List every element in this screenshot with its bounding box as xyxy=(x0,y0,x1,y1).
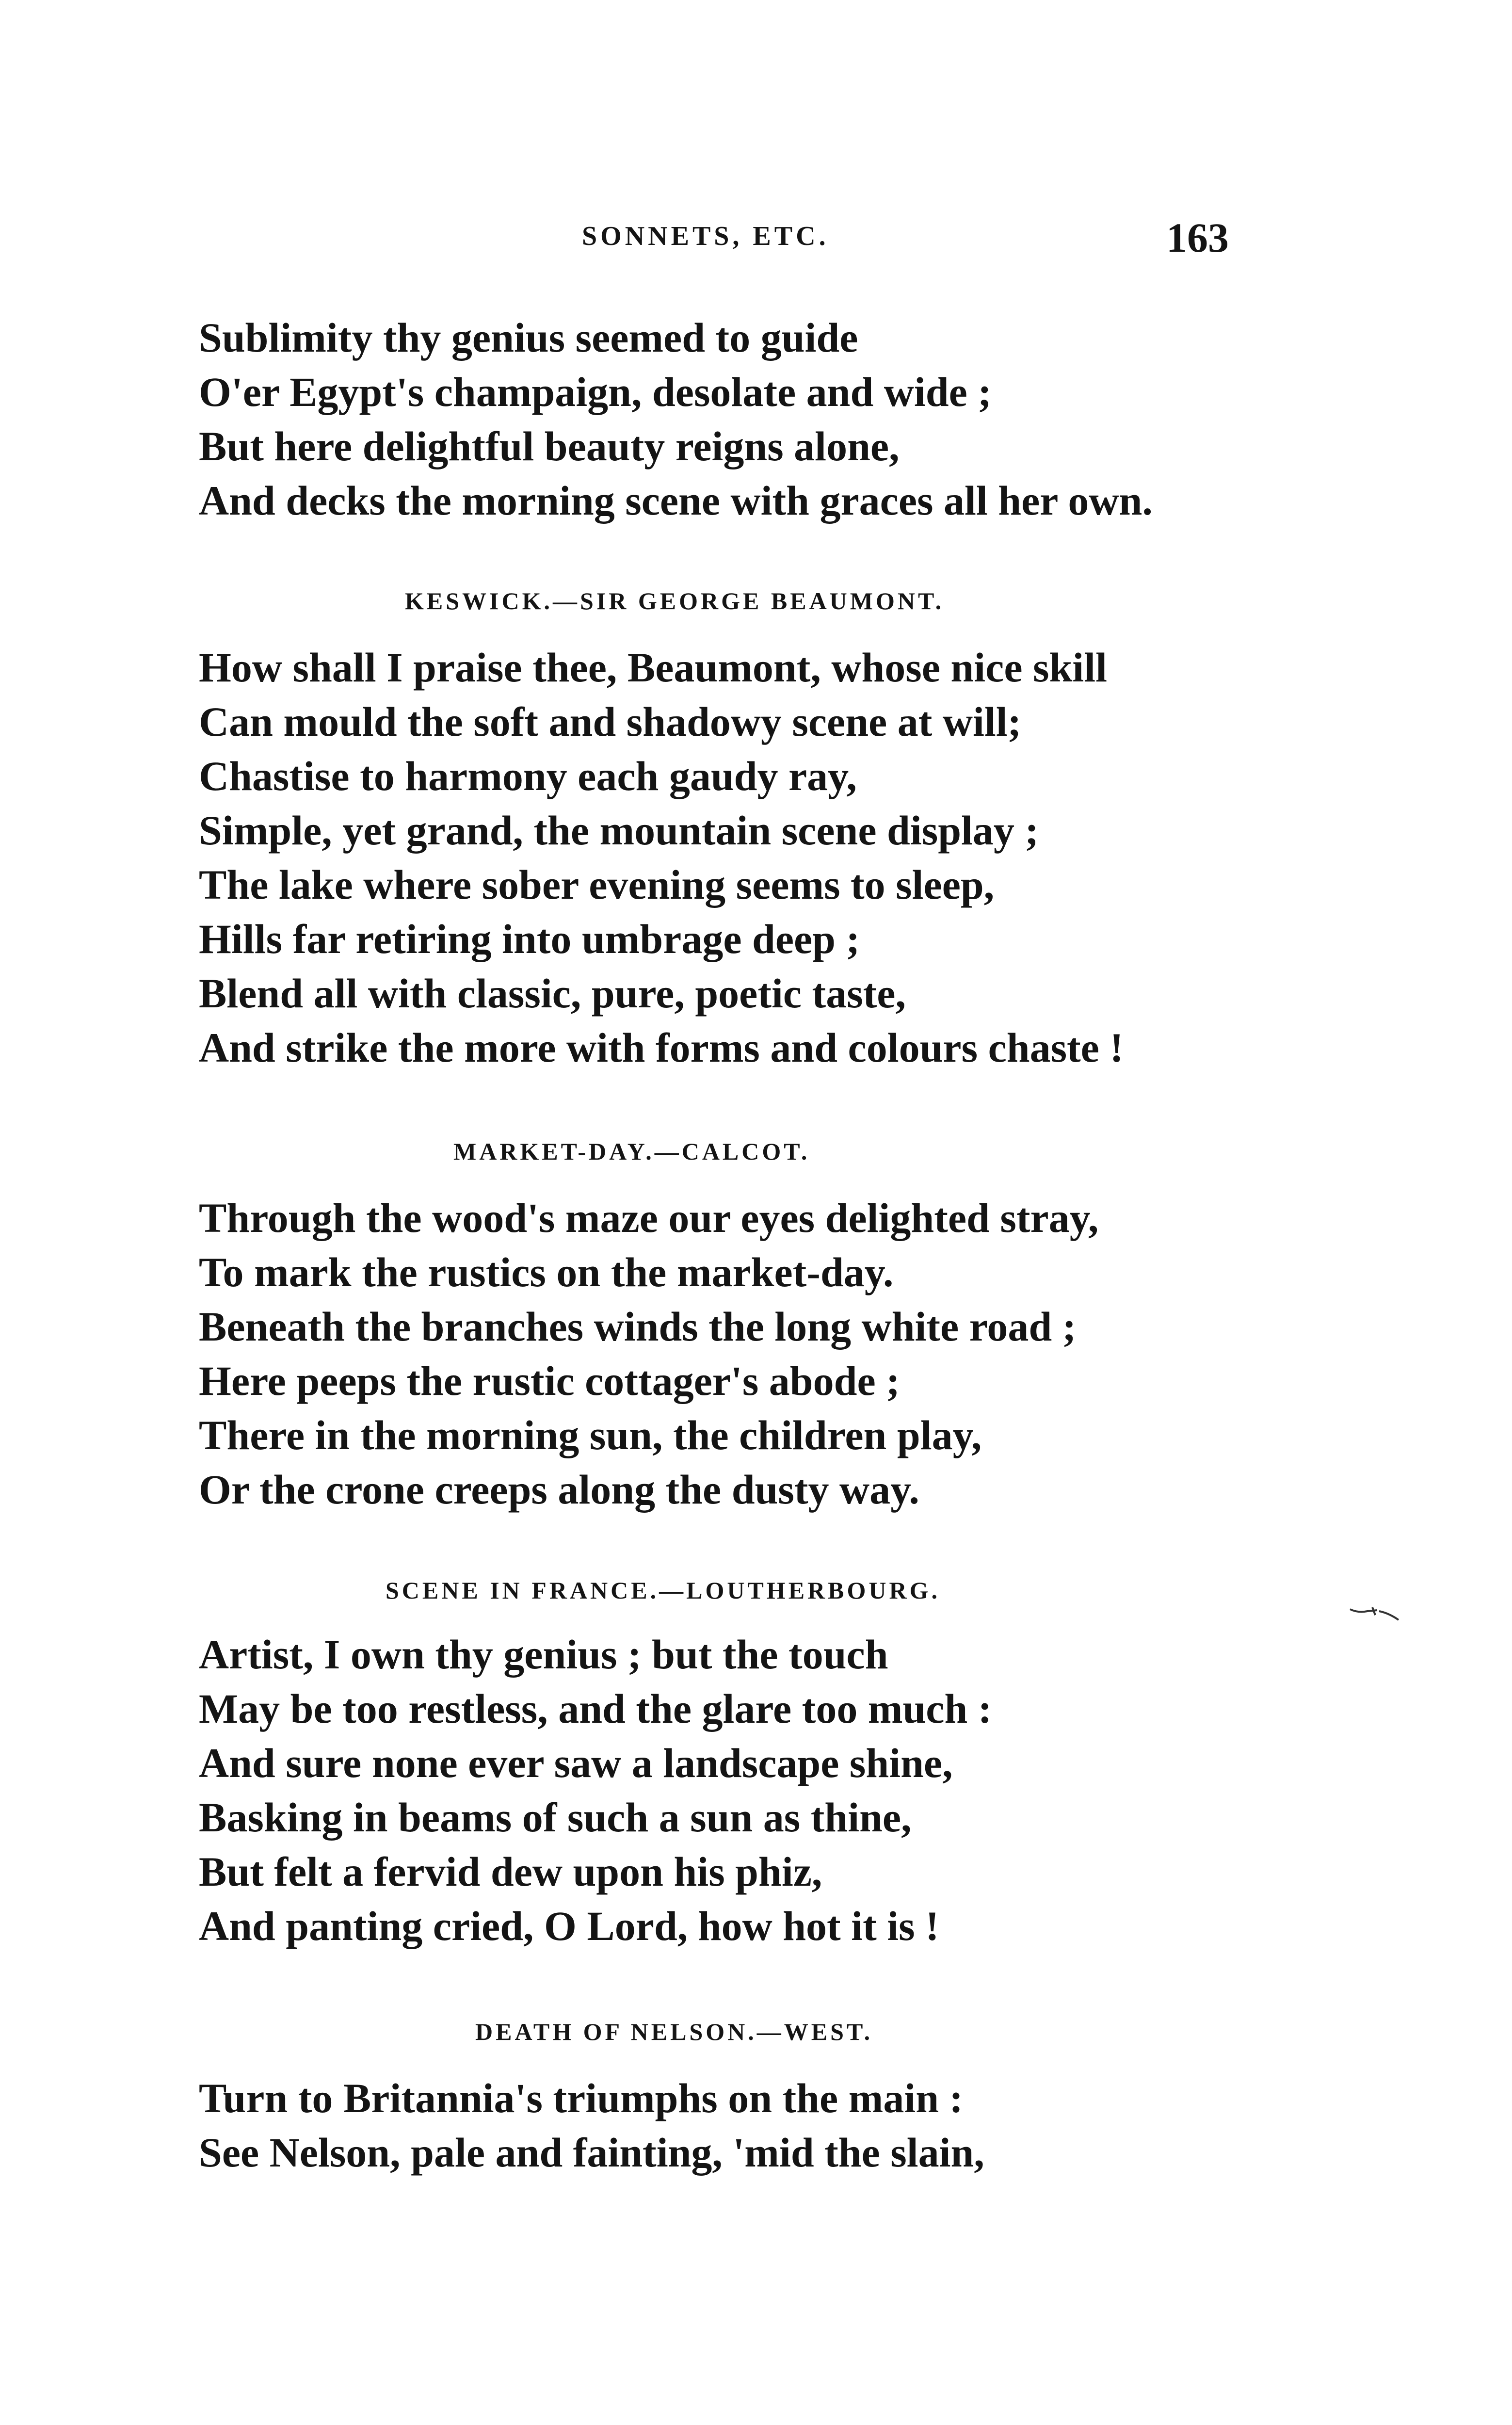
verse-scene-in-france xyxy=(199,1627,992,1953)
verse-line: See Nelson, pale and fainting, 'mid the slain, xyxy=(199,2129,984,2176)
verse-line: Beneath the branches winds the long white road ; xyxy=(199,1303,1077,1350)
verse-line: But here delightful beauty reigns alone, xyxy=(199,423,900,469)
section-heading-death-of-nelson: DEATH OF NELSON.—WEST. xyxy=(475,2018,873,2045)
verse-line: Through the wood's maze our eyes delighted stray, xyxy=(199,1195,1099,1241)
verse-line: Simple, yet grand, the mountain scene display ; xyxy=(199,807,1039,854)
verse-line: And sure none ever saw a landscape shine, xyxy=(199,1740,953,1786)
verse-line: Basking in beams of such a sun as thine, xyxy=(199,1794,912,1841)
margin-pencil-mark xyxy=(1348,1600,1401,1625)
verse-line: Sublimity thy genius seemed to guide xyxy=(199,314,858,361)
verse-line: Artist, I own thy genius ; but the touch xyxy=(199,1631,888,1678)
verse-line: Blend all with classic, pure, poetic taste, xyxy=(199,970,906,1017)
verse-line: Can mould the soft and shadowy scene at will; xyxy=(199,698,1022,745)
verse-market-day xyxy=(199,1191,1098,1517)
verse-line: And panting cried, O Lord, how hot it is ! xyxy=(199,1903,939,1949)
verse-death-of-nelson xyxy=(199,2071,984,2180)
verse-line: Here peeps the rustic cottager's abode ; xyxy=(199,1358,900,1404)
verse-line: Or the crone creeps along the dusty way. xyxy=(199,1466,919,1513)
verse-line: The lake where sober evening seems to sleep, xyxy=(199,861,995,908)
verse-line: O'er Egypt's champaign, desolate and wide ; xyxy=(199,369,992,415)
verse-line: There in the morning sun, the children play, xyxy=(199,1412,982,1458)
section-heading-keswick: KESWICK.—SIR GEORGE BEAUMONT. xyxy=(405,587,945,614)
verse-line: Hills far retiring into umbrage deep ; xyxy=(199,916,860,962)
verse-line: How shall I praise thee, Beaumont, whose nice skill xyxy=(199,644,1107,691)
section-heading-market-day: MARKET-DAY.—CALCOT. xyxy=(453,1138,810,1165)
verse-line: But felt a fervid dew upon his phiz, xyxy=(199,1848,822,1895)
verse-line: And decks the morning scene with graces all her own. xyxy=(199,477,1153,524)
verse-line: Chastise to harmony each gaudy ray, xyxy=(199,753,857,799)
verse-continuation xyxy=(199,310,1153,528)
verse-line: To mark the rustics on the market-day. xyxy=(199,1249,894,1295)
section-heading-scene-in-france: SCENE IN FRANCE.—LOUTHERBOURG. xyxy=(386,1577,941,1604)
verse-line: May be too restless, and the glare too much : xyxy=(199,1685,992,1732)
page-number: 163 xyxy=(1166,214,1229,261)
verse-line: Turn to Britannia's triumphs on the main : xyxy=(199,2075,964,2121)
verse-keswick xyxy=(199,640,1124,1075)
verse-line: And strike the more with forms and colours chaste ! xyxy=(199,1024,1124,1071)
running-head: SONNETS, ETC. xyxy=(582,221,829,251)
